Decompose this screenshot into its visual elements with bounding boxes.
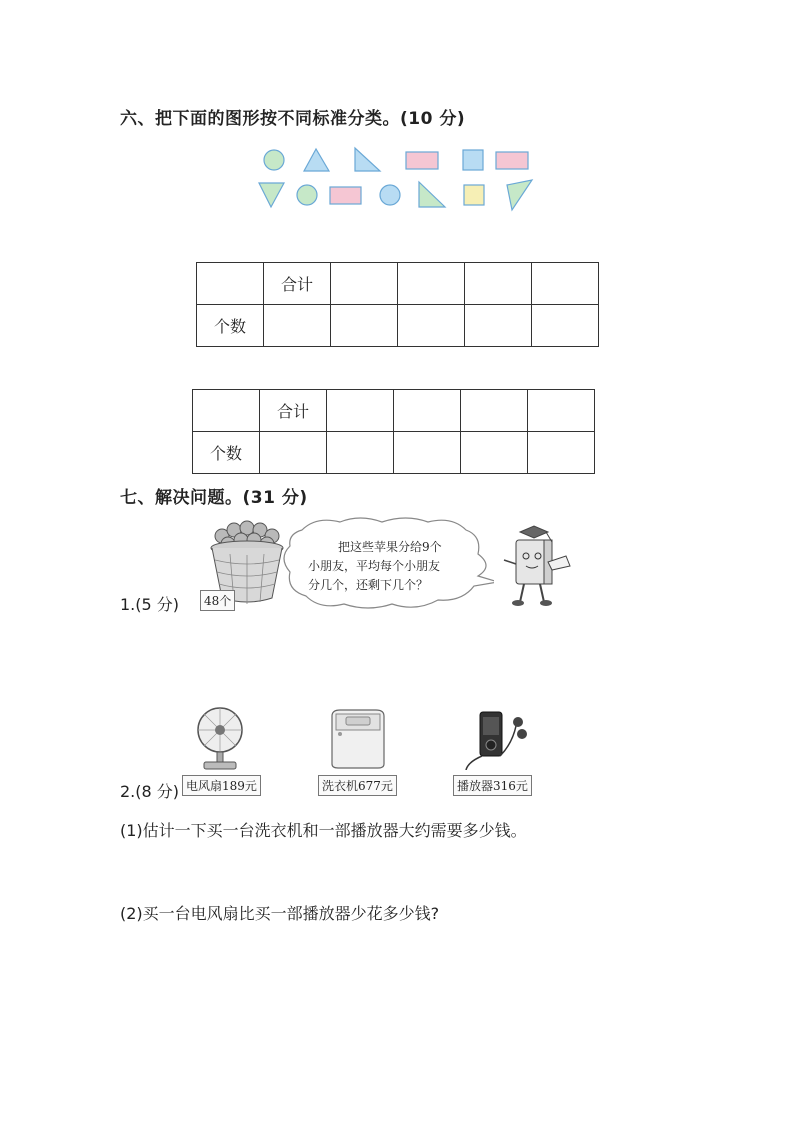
classification-table-2 — [192, 389, 595, 474]
table-cell[interactable] — [193, 390, 260, 432]
table-row — [197, 305, 599, 347]
table-cell[interactable] — [331, 263, 398, 305]
shape-triangle-slant — [507, 180, 532, 210]
washing-machine-icon — [326, 706, 390, 770]
shape-square — [464, 185, 484, 205]
fan-price-tag: 电风扇189元 — [182, 775, 261, 796]
shape-right-triangle — [355, 148, 380, 171]
table-cell[interactable] — [398, 263, 465, 305]
section-6-title: 六、把下面的图形按不同标准分类。(10 分) — [120, 109, 466, 129]
table-cell[interactable] — [327, 390, 394, 432]
table-cell[interactable] — [461, 432, 528, 474]
table-cell[interactable] — [394, 390, 461, 432]
shape-rectangle — [496, 152, 528, 169]
player-price-tag: 播放器316元 — [453, 775, 532, 796]
shape-circle — [297, 185, 317, 205]
washer-price-tag: 洗衣机677元 — [318, 775, 397, 796]
shape-circle — [380, 185, 400, 205]
shape-triangle-down — [259, 183, 284, 207]
question-2-part-2: (2)买一台电风扇比买一部播放器少花多少钱? — [120, 904, 440, 923]
section-7-title: 七、解决问题。(31 分) — [120, 488, 308, 508]
table-cell[interactable] — [197, 263, 264, 305]
shape-rectangle — [406, 152, 438, 169]
table-row — [193, 432, 595, 474]
table-header-total: 合计 — [264, 263, 331, 305]
table-cell[interactable] — [398, 305, 465, 347]
electric-fan-icon — [192, 704, 248, 772]
table-header-total: 合计 — [260, 390, 327, 432]
question-2-label: 2.(8 分) — [120, 782, 180, 801]
table-cell[interactable] — [461, 390, 528, 432]
table-cell[interactable] — [528, 390, 595, 432]
table-row — [193, 390, 595, 432]
table-cell[interactable] — [331, 305, 398, 347]
classification-table-1 — [196, 262, 599, 347]
table-cell[interactable] — [260, 432, 327, 474]
table-row-label-count: 个数 — [197, 305, 264, 347]
shape-triangle — [304, 149, 329, 171]
table-cell[interactable] — [532, 263, 599, 305]
shape-circle — [264, 150, 284, 170]
bubble-line-3: 分几个，还剩下几个？ — [308, 578, 429, 592]
book-character-icon — [500, 522, 574, 608]
table-cell[interactable] — [264, 305, 331, 347]
table-cell[interactable] — [532, 305, 599, 347]
question-1-label: 1.(5 分) — [120, 595, 180, 614]
table-cell[interactable] — [465, 263, 532, 305]
bubble-line-2: 小朋友，平均每个小朋友 — [308, 559, 441, 573]
table-cell[interactable] — [465, 305, 532, 347]
shape-rectangle — [330, 187, 361, 204]
table-row-label-count: 个数 — [193, 432, 260, 474]
table-cell[interactable] — [327, 432, 394, 474]
basket-count-tag: 48个 — [200, 590, 235, 611]
question-2-part-1: (1)估计一下买一台洗衣机和一部播放器大约需要多少钱。 — [120, 821, 527, 840]
table-cell[interactable] — [528, 432, 595, 474]
table-cell[interactable] — [394, 432, 461, 474]
bubble-line-1: 把这些苹果分给9个 — [338, 540, 442, 554]
shape-square — [463, 150, 483, 170]
shapes-figure — [250, 140, 550, 220]
table-row — [197, 263, 599, 305]
shape-right-triangle — [419, 182, 445, 207]
media-player-icon — [460, 708, 528, 770]
